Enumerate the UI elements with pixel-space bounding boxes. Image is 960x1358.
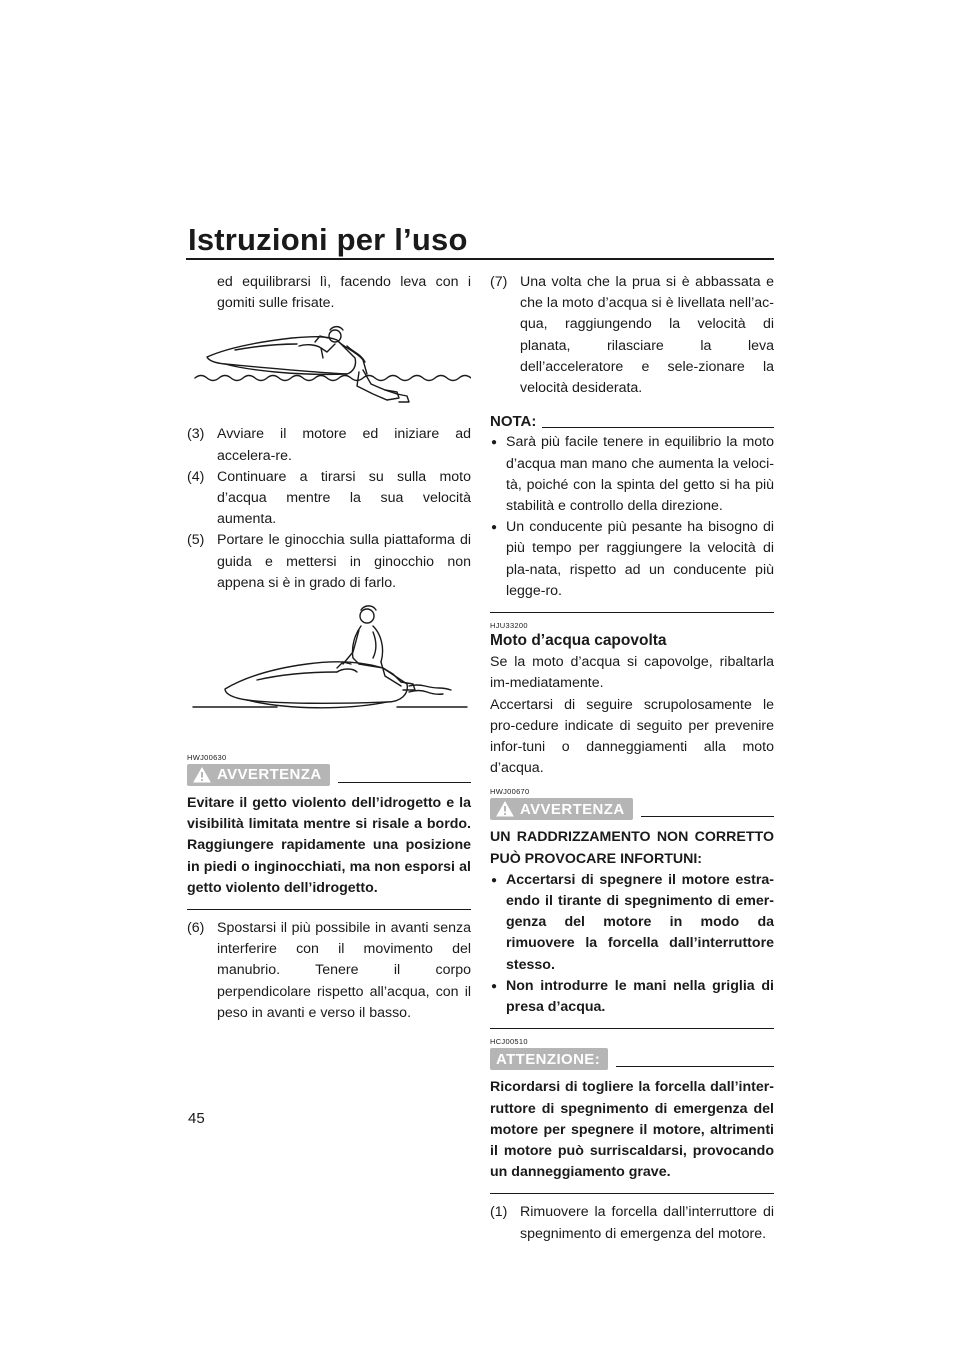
warning-item-1: ● Accertarsi di spegnere il motore estra-endo il tirante di spegnimento di emer-genza del motore in modo da rimuovere la forcella dall’interruttore stesso. — [490, 870, 774, 976]
warning-item-2: ● Non introdurre le mani nella griglia di presa d’acqua. — [490, 976, 774, 1018]
nota-end-rule — [490, 612, 774, 613]
warning-header-1 — [187, 764, 471, 786]
section-code: HJU33200 — [490, 621, 528, 631]
section-paragraph-2: Accertarsi di seguire scrupolosamente le pro-cedure indicate di seguito per prevenire infor-tuni o danneggiamenti alla moto d’acqua. — [490, 696, 774, 777]
step-3: (3) Avviare il motore ed iniziare ad accelera-re. — [187, 426, 471, 464]
step-5: (5) Portare le ginocchia sulla piattaforma di guida e mettersi in ginocchio non appena si è in grado di farlo. — [187, 532, 471, 591]
caution-end-rule — [490, 1193, 774, 1194]
warning-heading-2: UN RADDRIZZAMENTO NON CORRETTO PUÒ PROVOCARE INFORTUNI: — [490, 829, 774, 867]
illustration-rider-kneeling — [187, 594, 471, 739]
nota-item-1: ● Sarà più facile tenere in equilibrio la moto d’acqua man mano che aumenta la veloci-tà, poiché con la spinta del getto si ha più stabilità e controllo della direzione. — [490, 432, 774, 517]
warning-end-rule-1 — [187, 909, 471, 910]
intro-text: ed equilibrarsi lì, facendo leva con i gomiti sulle frisate. — [217, 274, 471, 312]
page-title: Istruzioni per l’uso — [188, 222, 468, 257]
step-1: (1) Rimuovere la forcella dall’interruttore di spegnimento di emergenza del motore. — [490, 1204, 774, 1242]
caution-code: HCJ00510 — [490, 1037, 528, 1047]
caution-badge: ATTENZIONE: — [490, 1048, 608, 1070]
section-title: Moto d’acqua capovolta — [490, 632, 667, 650]
page-number: 45 — [188, 1110, 205, 1127]
warning-triangle-icon — [496, 801, 514, 817]
step-6: (6) Spostarsi il più possibile in avanti senza interferire con il movimento del manubrio. Tenere il corpo perpendicolare rispetto all’acqua, con il peso in avanti e verso il basso. — [187, 920, 471, 1021]
warning-code-2: HWJ00670 — [490, 787, 530, 797]
left-column — [187, 272, 471, 1024]
warning-badge-1: AVVERTENZA — [187, 764, 330, 786]
right-column — [490, 272, 774, 1245]
warning-end-rule-2 — [490, 1028, 774, 1029]
section-paragraph-1: Se la moto d’acqua si capovolge, ribaltarla im-mediatamente. — [490, 654, 774, 692]
caution-header — [490, 1048, 774, 1070]
nota-header: NOTA: — [490, 411, 774, 432]
warning-text-1: Evitare il getto violento dell’idrogetto e la visibilità limitata mentre si risale a bordo. Raggiungere rapidamente una posizione in piedi o inginocchiati, ma non esporsi al getto violento dell’idrogetto. — [187, 795, 471, 896]
step-4: (4) Continuare a tirarsi su sulla moto d’acqua mentre la sua velocità aumenta. — [187, 468, 471, 528]
warning-header-2 — [490, 798, 774, 820]
warning-badge-2: AVVERTENZA — [490, 798, 633, 820]
caution-text: Ricordarsi di togliere la forcella dall’inter-ruttore di spegnimento di emergenza del motore per spegnere il motore, altrimenti il motore può surriscaldarsi, provocando un danneggiamento grave. — [490, 1079, 774, 1181]
title-rule — [186, 258, 774, 260]
step-7: (7) Una volta che la prua si è abbassata e che la moto d’acqua si è livellata nell’ac-qua, raggiungendo la velocità di planata, rilasciare la leva dell’acceleratore e sele-zionare la velocità desiderata. — [490, 274, 774, 397]
warning-code-1: HWJ00630 — [187, 753, 227, 763]
warning-triangle-icon — [193, 767, 211, 783]
nota-item-2: ● Un conducente più pesante ha bisogno di più tempo per raggiungere la velocità di pla-nata, rispetto ad un conducente più legge-ro. — [490, 517, 774, 602]
illustration-rider-boarding — [187, 314, 471, 424]
